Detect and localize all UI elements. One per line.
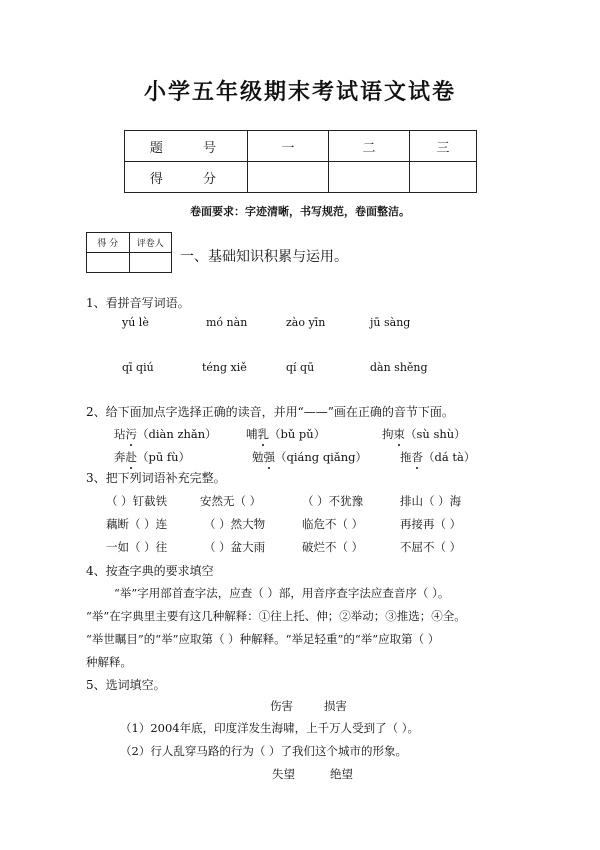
dotted-char: 乳 (257, 427, 269, 441)
idiom-item: （ ）不犹豫 (302, 494, 364, 508)
score-table-cell: 二 (329, 131, 410, 162)
pinyin-item: qí qū (286, 361, 315, 374)
pinyin-item: zào yīn (286, 316, 326, 329)
score-table-cell: 三 (410, 131, 477, 162)
pinyin-item: yú lè (122, 316, 149, 329)
reading-item: 哺乳（bǔ pǔ） (246, 427, 326, 441)
score-input-cell-1[interactable] (248, 162, 329, 193)
word-choice: 失望 (272, 767, 295, 781)
idiom-item: 排山（ ）海 (400, 494, 462, 508)
grader-score-cell[interactable] (87, 253, 130, 273)
pinyin-item: jū sàng (370, 316, 411, 329)
word-choice: 绝望 (330, 767, 353, 781)
score-table-score-row (125, 162, 477, 193)
reading-item: 勉强（qiáng qiǎng） (252, 450, 367, 464)
dotted-char: 强 (263, 450, 275, 464)
dotted-char: 束 (393, 427, 405, 441)
score-table-cell: 题 号 (125, 131, 248, 162)
score-table-cell: 得 分 (125, 162, 248, 193)
dotted-char: 沓 (411, 450, 423, 464)
fill-sentence-2: （2）行人乱穿马路的行为（ ）了我们这个城市的形象。 (120, 744, 407, 758)
word-choice: 伤害 (270, 699, 293, 713)
grader-score-label: 得 分 (87, 233, 130, 253)
score-input-cell-2[interactable] (329, 162, 410, 193)
dictionary-line: “举世瞩目”的“举”应取第（ ）种解释。“举足轻重”的“举”应取第（ ） (86, 632, 440, 646)
score-input-cell-3[interactable] (410, 162, 477, 193)
dictionary-line: “举”字用部首查字法，应查（ ）部，用音序查字法应查音序（ ）。 (114, 586, 450, 600)
idiom-item: （ ）盆大雨 (204, 540, 266, 554)
grader-box (86, 232, 172, 273)
reading-item: 玷污（diàn zhǎn） (114, 427, 217, 441)
grader-name-cell[interactable] (129, 253, 172, 273)
pinyin-item: téng xiě (202, 361, 247, 374)
idiom-item: 藕断（ ）连 (106, 517, 168, 531)
reading-item: 奔赴（pū fù） (114, 450, 191, 464)
idiom-item: 不屈不（ ） (400, 540, 462, 554)
idiom-item: 临危不（ ） (302, 517, 364, 531)
idiom-item: 再接再（ ） (400, 517, 462, 531)
question-3-prompt: 3、把下列词语补充完整。 (86, 471, 226, 485)
pinyin-item: qī qiú (122, 361, 154, 374)
pinyin-item: mó nàn (206, 316, 248, 329)
question-5-prompt: 5、选词填空。 (86, 678, 166, 692)
score-table (124, 130, 477, 193)
requirement-text: 卷面要求：字迹清晰，书写规范，卷面整洁。 (190, 205, 410, 218)
idiom-item: （ ）钉截铁 (106, 494, 168, 508)
word-choice: 损害 (324, 699, 347, 713)
dotted-char: 赴 (125, 450, 137, 464)
idiom-item: （ ）然大物 (204, 517, 266, 531)
reading-item: 拖沓（dá tà） (400, 450, 476, 464)
score-table-cell: 一 (248, 131, 329, 162)
idiom-item: 一如（ ）往 (106, 540, 168, 554)
section-title: 一、基础知识积累与运用。 (180, 249, 348, 265)
question-4-prompt: 4、按查字典的要求填空 (86, 564, 214, 578)
idiom-item: 破烂不（ ） (302, 540, 364, 554)
dictionary-line: “举”在字典里主要有这几种解释：①往上托、伸；②举动；③推选；④全。 (86, 609, 466, 623)
dictionary-line: 种解释。 (86, 655, 132, 669)
question-2-prompt: 2、给下面加点字选择正确的读音，并用“——”画在正确的音节下面。 (86, 405, 454, 419)
reading-item: 拘束（sù shù） (382, 427, 466, 441)
dotted-char: 污 (125, 427, 137, 441)
grader-name-label: 评卷人 (129, 233, 172, 253)
score-table-header-row (125, 131, 477, 162)
fill-sentence-1: （1）2004年底，印度洋发生海啸，上千万人受到了（ ）。 (120, 721, 419, 735)
pinyin-item: dàn shěng (370, 361, 428, 374)
idiom-item: 安然无（ ） (200, 494, 262, 508)
page-title: 小学五年级期末考试语文试卷 (143, 80, 456, 105)
question-1-prompt: 1、看拼音写词语。 (86, 296, 190, 310)
